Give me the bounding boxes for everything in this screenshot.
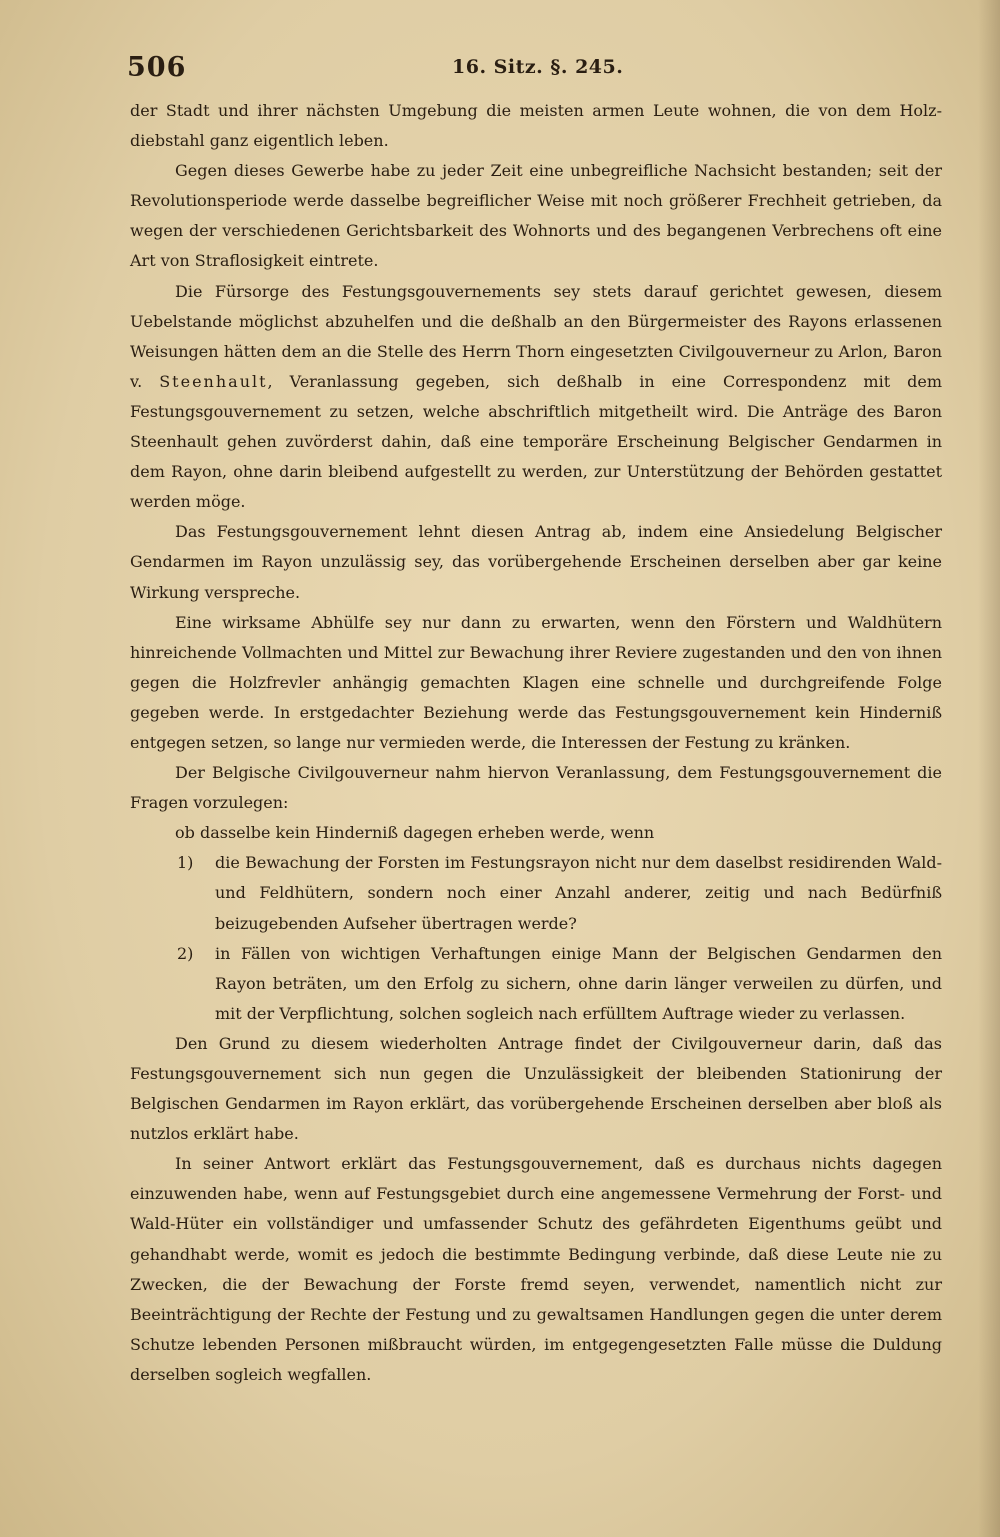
list-number: 2) — [177, 943, 194, 963]
running-head — [127, 52, 940, 88]
paragraph: Eine wirksame Abhülfe sey nur dann zu erwarten, wenn den Förstern und Waldhütern hinreichende Vollmachten und Mittel zur Bewachung ihrer Reviere zugestanden und den von ihnen gegen die Holzfrevler anhängig gemachten Klagen eine schnelle und durchgreifende Folge gegeben werde. In erstgedachter Beziehung werde das Festungsgouvernement kein Hinderniß entgegen setzen, so lange nur vermieden werde, die Interessen der Festung zu kränken. — [130, 612, 942, 752]
paragraph — [130, 277, 942, 518]
question-intro: ob dasselbe kein Hinderniß dagegen erheben werde, wenn — [175, 823, 655, 843]
list-item-text: die Bewachung der Forsten im Festungsrayon nicht nur dem daselbst residirenden Wald- und Feldhütern, sondern noch einer Anzahl anderer, zeitig und nach Bedürfniß beizugebenden Aufseher übertragen werde? — [215, 853, 942, 933]
list-number: 1) — [177, 853, 194, 873]
session-reference: 16. Sitz. §. 245. — [452, 56, 624, 78]
paragraph-text: Die Fürsorge des Festungsgouvernements sey stets darauf gerichtet gewesen, diesem Uebelstande möglichst abzuhelfen und die deßhalb an den Bürgermeister des Rayons erlassenen Weisungen hätten dem an die Stelle des Herrn Thorn eingesetzten Civilgouverneur zu Arlon, Baron v. — [130, 281, 942, 391]
list-item — [130, 848, 942, 938]
page-number: 506 — [127, 52, 187, 83]
paragraph-text: , Veranlassung gegeben, sich deßhalb in eine Correspondenz mit dem Festungsgouvernement zu setzen, welche abschriftlich mitgetheilt wird. Die Anträge des Baron Steenhault gehen zuvörderst dahin, daß eine temporäre Erscheinung Belgischer Gendarmen in dem Rayon, ohne darin bleibend aufgestellt zu werden, zur Unterstützung der Behörden gestattet werden möge. — [130, 371, 942, 512]
paragraph: Gegen dieses Gewerbe habe zu jeder Zeit eine unbegreifliche Nachsicht bestanden; seit der Revolutionsperiode werde dasselbe begreiflicher Weise mit noch größerer Frechheit getrieben, da wegen der verschiedenen Gerichtsbarkeit des Wohnorts und des begangenen Verbrechens oft eine Art von Straflosigkeit eintrete. — [130, 161, 942, 271]
list-item — [130, 939, 942, 1029]
paragraph: Den Grund zu diesem wiederholten Antrage findet der Civilgouverneur darin, daß das Festungsgouvernement sich nun gegen die Unzulässigkeit der bleibenden Stationirung der Belgischen Gendarmen im Rayon erklärt, das vorübergehende Erscheinen derselben aber bloß als nutzlos erklärt habe. — [130, 1033, 942, 1144]
paragraph: In seiner Antwort erklärt das Festungsgouvernement, daß es durchaus nichts dagegen einzuwenden habe, wenn auf Festungsgebiet durch eine angemessene Vermehrung der Forst- und Wald-Hüter ein vollständiger und umfassender Schutz des gefährdeten Eigenthums geübt und gehandhabt werde, womit es jedoch die bestimmte Bedingung verbinde, daß diese Leute nie zu Zwecken, die der Bewachung der Forste fremd seyen, verwendet, namentlich nicht zur Beeinträchtigung der Rechte der Festung und zu gewaltsamen Handlungen gegen die unter derem Schutze lebenden Personen mißbraucht würden, im entgegengesetzten Falle müsse die Duldung derselben sogleich wegfallen. — [130, 1154, 942, 1384]
body-text — [130, 96, 942, 1390]
paragraph: Das Festungsgouvernement lehnt diesen Antrag ab, indem eine Ansiedelung Belgischer Gendarmen im Rayon unzulässig sey, das vorübergehende Erscheinen derselben aber gar keine Wirkung verspreche. — [130, 522, 942, 602]
list-item-text: in Fällen von wichtigen Verhaftungen einige Mann der Belgischen Gendarmen den Rayon beträten, um den Erfolg zu sichern, ohne darin länger verweilen zu dürfen, und mit der Verpflichtung, solchen sogleich nach erfülltem Auftrage wieder zu verlassen. — [215, 943, 942, 1023]
paragraph: Der Belgische Civilgouverneur nahm hiervon Veranlassung, dem Festungsgouvernement die Fragen vorzulegen: — [130, 763, 942, 813]
paragraph-continuation: der Stadt und ihrer nächsten Umgebung die meisten armen Leute wohnen, die von dem Holz-diebstahl ganz eigentlich leben. — [130, 101, 942, 151]
person-name: Steenhault — [159, 371, 268, 391]
